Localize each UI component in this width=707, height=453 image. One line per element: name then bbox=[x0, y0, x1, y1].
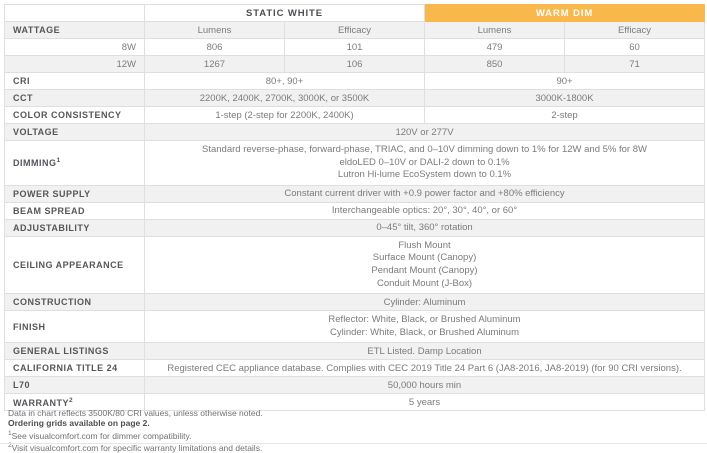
table-row-beam-spread bbox=[5, 202, 705, 219]
cell-power-supply: Constant current driver with +0.9 power factor and +80% efficiency bbox=[145, 185, 705, 202]
static-white-header: STATIC WHITE bbox=[145, 5, 425, 22]
cell-adjustability: 0–45° tilt, 360° rotation bbox=[145, 219, 705, 236]
footnote-sup-1: 1 bbox=[8, 429, 12, 437]
row-label-warranty: WARRANTY$^2$ bbox=[5, 394, 145, 411]
row-label-12w: 12W bbox=[5, 56, 145, 73]
col-header-wd-efficacy: Efficacy bbox=[565, 22, 705, 39]
cell-general-listings: ETL Listed. Damp Location bbox=[145, 343, 705, 360]
footnote-marker-2: 2 bbox=[69, 396, 73, 404]
row-label-cri: CRI bbox=[5, 73, 145, 90]
row-label-ceiling-appearance: CEILING APPEARANCE bbox=[5, 236, 145, 293]
cell-12w-wd-lumens: 850 bbox=[425, 56, 565, 73]
table-row-8w bbox=[5, 39, 705, 56]
cell-cri-static-white: 80+, 90+ bbox=[145, 73, 425, 90]
cell-finish bbox=[145, 311, 705, 343]
row-label-general-listings: GENERAL LISTINGS bbox=[5, 343, 145, 360]
row-label-voltage: VOLTAGE bbox=[5, 124, 145, 141]
cell-color-consistency-static-white: 1-step (2-step for 2200K, 2400K) bbox=[145, 107, 425, 124]
table-row-12w bbox=[5, 56, 705, 73]
row-label-wattage: WATTAGE bbox=[5, 22, 145, 39]
spec-table bbox=[4, 4, 705, 411]
footnote-warranty-details: $^2$Visit visualcomfort.com for specific warranty limitations and details. bbox=[8, 442, 263, 453]
dimming-line-3: Lutron Hi-lume EcoSystem down to 0.1% bbox=[337, 169, 512, 181]
cell-beam-spread: Interchangeable optics: 20°, 30°, 40°, or 60° bbox=[145, 202, 705, 219]
col-header-sw-lumens: Lumens bbox=[145, 22, 285, 39]
dimming-line-2: eldoLED 0–10V or DALI-2 down to 0.1% bbox=[339, 156, 510, 168]
cell-8w-wd-efficacy: 60 bbox=[565, 39, 705, 56]
table-row-cct bbox=[5, 90, 705, 107]
ceiling-line-1: Flush Mount bbox=[398, 239, 451, 251]
ceiling-line-4: Conduit Mount (J-Box) bbox=[376, 277, 473, 289]
cell-8w-sw-lumens: 806 bbox=[145, 39, 285, 56]
table-row-finish bbox=[5, 311, 705, 343]
cell-cct-static-white: 2200K, 2400K, 2700K, 3000K, or 3500K bbox=[145, 90, 425, 107]
cell-california-title-24: Registered CEC appliance database. Complies with CEC 2019 Title 24 Part 6 (JA8-2016, JA8-2019) (for 90 CRI versions). bbox=[145, 360, 705, 377]
table-row-california-title-24 bbox=[5, 360, 705, 377]
row-label-cct: CCT bbox=[5, 90, 145, 107]
row-label-california-title-24: CALIFORNIA TITLE 24 bbox=[5, 360, 145, 377]
row-label-beam-spread: BEAM SPREAD bbox=[5, 202, 145, 219]
cell-8w-wd-lumens: 479 bbox=[425, 39, 565, 56]
dimming-line-1: Standard reverse-phase, forward-phase, TRIAC, and 0–10V dimming down to 1% for 12W and 5% for 8W bbox=[202, 144, 647, 155]
corner-cell bbox=[5, 5, 145, 22]
bottom-divider bbox=[0, 443, 707, 444]
table-row-general-listings bbox=[5, 343, 705, 360]
finish-line-1: Reflector: White, Black, or Brushed Aluminum bbox=[328, 314, 521, 326]
row-label-color-consistency: COLOR CONSISTENCY bbox=[5, 107, 145, 124]
ceiling-line-2: Surface Mount (Canopy) bbox=[372, 252, 477, 264]
col-header-sw-efficacy: Efficacy bbox=[285, 22, 425, 39]
table-row-l70 bbox=[5, 377, 705, 394]
row-label-adjustability: ADJUSTABILITY bbox=[5, 219, 145, 236]
table-row-color-consistency bbox=[5, 107, 705, 124]
cell-warranty: 5 years bbox=[145, 394, 705, 411]
col-header-wd-lumens: Lumens bbox=[425, 22, 565, 39]
table-header-row bbox=[5, 5, 705, 22]
row-label-finish: FINISH bbox=[5, 311, 145, 343]
footnote-sup-2: 2 bbox=[8, 442, 12, 450]
wattage-subheader-row bbox=[5, 22, 705, 39]
warm-dim-header: WARM DIM bbox=[425, 5, 705, 22]
table-row-cri bbox=[5, 73, 705, 90]
ceiling-line-3: Pendant Mount (Canopy) bbox=[371, 264, 478, 276]
row-label-8w: 8W bbox=[5, 39, 145, 56]
cell-color-consistency-warm-dim: 2-step bbox=[425, 107, 705, 124]
row-label-dimming: DIMMING$^1$ bbox=[5, 141, 145, 186]
row-label-l70: L70 bbox=[5, 377, 145, 394]
table-row-adjustability bbox=[5, 219, 705, 236]
cell-12w-sw-efficacy: 106 bbox=[285, 56, 425, 73]
footnotes bbox=[8, 408, 699, 453]
cell-12w-sw-lumens: 1267 bbox=[145, 56, 285, 73]
cell-l70: 50,000 hours min bbox=[145, 377, 705, 394]
table-row-dimming bbox=[5, 141, 705, 186]
cell-voltage: 120V or 277V bbox=[145, 124, 705, 141]
cell-construction: Cylinder: Aluminum bbox=[145, 294, 705, 311]
cell-cri-warm-dim: 90+ bbox=[425, 73, 705, 90]
footnote-marker-1: 1 bbox=[56, 157, 61, 165]
footnote-dimmer-compatibility: $^1$See visualcomfort.com for dimmer compatibility. bbox=[8, 429, 192, 441]
footnote-data-basis: Data in chart reflects 3500K/80 CRI values, unless otherwise noted. bbox=[8, 408, 263, 418]
cell-8w-sw-efficacy: 101 bbox=[285, 39, 425, 56]
cell-dimming bbox=[145, 141, 705, 186]
row-label-power-supply: POWER SUPPLY bbox=[5, 185, 145, 202]
table-row-ceiling-appearance bbox=[5, 236, 705, 293]
cell-12w-wd-efficacy: 71 bbox=[565, 56, 705, 73]
cell-ceiling-appearance bbox=[145, 236, 705, 293]
row-label-construction: CONSTRUCTION bbox=[5, 294, 145, 311]
table-row-construction bbox=[5, 294, 705, 311]
finish-line-2: Cylinder: White, Black, or Brushed Aluminum bbox=[329, 326, 520, 338]
cell-cct-warm-dim: 3000K-1800K bbox=[425, 90, 705, 107]
table-row-voltage bbox=[5, 124, 705, 141]
footnote-ordering-grids: Ordering grids available on page 2. bbox=[8, 418, 150, 429]
table-row-power-supply bbox=[5, 185, 705, 202]
